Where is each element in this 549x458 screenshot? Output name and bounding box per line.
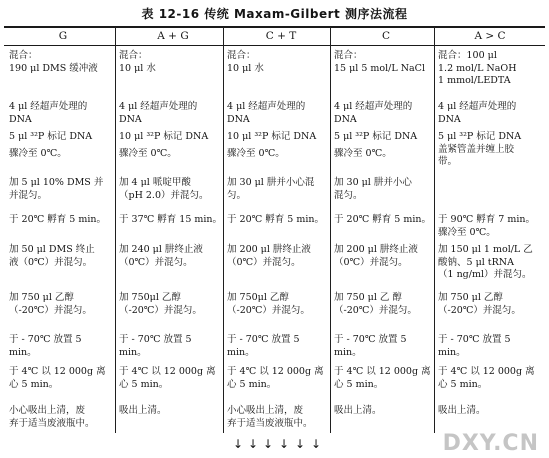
step-cell: 加 50 μl DMS 终止 液（0℃）并混匀。: [9, 244, 95, 268]
column-header: A > C: [474, 30, 506, 42]
step-cell: 加 4 μl 哌啶甲酸 （pH 2.0）并混匀。: [119, 177, 209, 201]
step-cell: 于 4℃ 以 12 000g 离 心 5 min。: [9, 366, 106, 390]
step-cell: 加 200 μl 肼终止液 （0℃）并混匀。: [334, 244, 418, 268]
step-cell: 于 - 70℃ 放置 5 min。: [438, 334, 511, 358]
down-arrow-icon: ↓: [279, 437, 290, 451]
column-header: C + T: [265, 30, 297, 42]
step-cell: 骤冷至 0℃。: [227, 148, 285, 159]
step-cell: 5 μl ³²P 标记 DNA 盖紧管盖并缠上胶 带。: [438, 131, 522, 167]
step-cell: 加 750 μl 乙醇 （-20℃）并混匀。: [438, 292, 521, 316]
step-cell: 加 200 μl 肼终止液 （0℃）并混匀。: [227, 244, 311, 268]
step-cell: 4 μl 经超声处理的 DNA: [227, 101, 306, 125]
step-cell: 5 μl ³²P 标记 DNA: [9, 131, 93, 142]
step-cell: 吸出上清。: [438, 405, 486, 416]
step-cell: 加 750μl 乙醇 （-20℃）并混匀。: [119, 292, 202, 316]
step-cell: 5 μl ³²P 标记 DNA: [334, 131, 418, 142]
step-cell: 于 90℃ 孵育 7 min。 骤冷至 0℃。: [438, 214, 536, 238]
step-cell: 于 20℃ 孵育 5 min。: [227, 214, 325, 225]
step-cell: 于 - 70℃ 放置 5 min。: [334, 334, 407, 358]
step-cell: 于 - 70℃ 放置 5 min。: [227, 334, 300, 358]
down-arrow-icon: ↓: [233, 437, 244, 451]
down-arrow-icon: ↓: [295, 437, 306, 451]
down-arrow-icon: ↓: [311, 437, 322, 451]
down-arrow-icon: ↓: [263, 437, 274, 451]
step-cell: 10 μl ³²P 标记 DNA: [119, 131, 209, 142]
step-cell: 混合： 10 μl 水: [227, 50, 264, 74]
step-cell: 于 4℃ 以 12 000g 离 心 5 min。: [334, 366, 431, 390]
step-cell: 吸出上清。: [119, 405, 167, 416]
column-header: G: [58, 30, 68, 42]
step-cell: 小心吸出上清，废 弃于适当废液瓶中。: [227, 405, 313, 429]
column-divider: [115, 27, 116, 433]
column-divider: [223, 27, 224, 433]
step-cell: 加 5 μl 10% DMS 并 并混匀。: [9, 177, 104, 201]
step-cell: 加 150 μl 1 mol/L 乙 酸钠、5 μl tRNA （1 ng/ml）并混匀。: [438, 244, 533, 280]
step-cell: 于 4℃ 以 12 000g 离 心 5 min。: [438, 366, 535, 390]
step-cell: 骤冷至 0℃。: [119, 148, 177, 159]
step-cell: 混合： 15 μl 5 mol/L NaCl: [334, 50, 425, 74]
step-cell: 骤冷至 0℃。: [334, 148, 392, 159]
step-cell: 4 μl 经超声处理的 DNA: [119, 101, 198, 125]
step-cell: 吸出上清。: [334, 405, 382, 416]
down-arrow-icon: ↓: [248, 437, 259, 451]
watermark-logo: DXY.CN: [442, 431, 539, 456]
column-header: C: [381, 30, 391, 42]
step-cell: 于 20℃ 孵育 5 min。: [9, 214, 107, 225]
step-cell: 加 750 μl 乙醇 （-20℃）并混匀。: [9, 292, 92, 316]
step-cell: 小心吸出上清，废 弃于适当废液瓶中。: [9, 405, 95, 429]
step-cell: 于 - 70℃ 放置 5 min。: [9, 334, 82, 358]
step-cell: 于 4℃ 以 12 000g 离 心 5 min。: [227, 366, 324, 390]
step-cell: 混合： 10 μl 水: [119, 50, 156, 74]
step-cell: 于 4℃ 以 12 000g 离 心 5 min。: [119, 366, 216, 390]
step-cell: 骤冷至 0℃。: [9, 148, 67, 159]
step-cell: 10 μl ³²P 标记 DNA: [227, 131, 317, 142]
step-cell: 加 30 μl 肼并小心混 匀。: [227, 177, 315, 201]
step-cell: 加 750μl 乙醇 （-20℃）并混匀。: [227, 292, 310, 316]
step-cell: 加 750 μl 乙 醇 （-20℃）并混匀。: [334, 292, 417, 316]
step-cell: 混合：100 μl 1.2 mol/L NaOH 1 mmol/LEDTA: [438, 50, 517, 86]
step-cell: 加 30 μl 肼并小心 混匀。: [334, 177, 412, 201]
step-cell: 于 - 70℃ 放置 5 min。: [119, 334, 192, 358]
step-cell: 4 μl 经超声处理的 DNA: [438, 101, 517, 125]
step-cell: 混合： 190 μl DMS 缓冲液: [9, 50, 98, 74]
step-cell: 加 240 μl 肼终止液 （0℃）并混匀。: [119, 244, 203, 268]
step-cell: 4 μl 经超声处理的 DNA: [334, 101, 413, 125]
step-cell: 于 20℃ 孵育 5 min。: [334, 214, 432, 225]
table-title: 表 12-16 传统 Maxam-Gilbert 测序法流程: [141, 7, 408, 21]
column-header: A + G: [157, 30, 189, 42]
step-cell: 4 μl 经超声处理的 DNA: [9, 101, 88, 125]
table-header-rule: [4, 45, 545, 46]
step-cell: 于 37℃ 孵育 15 min。: [119, 214, 223, 225]
